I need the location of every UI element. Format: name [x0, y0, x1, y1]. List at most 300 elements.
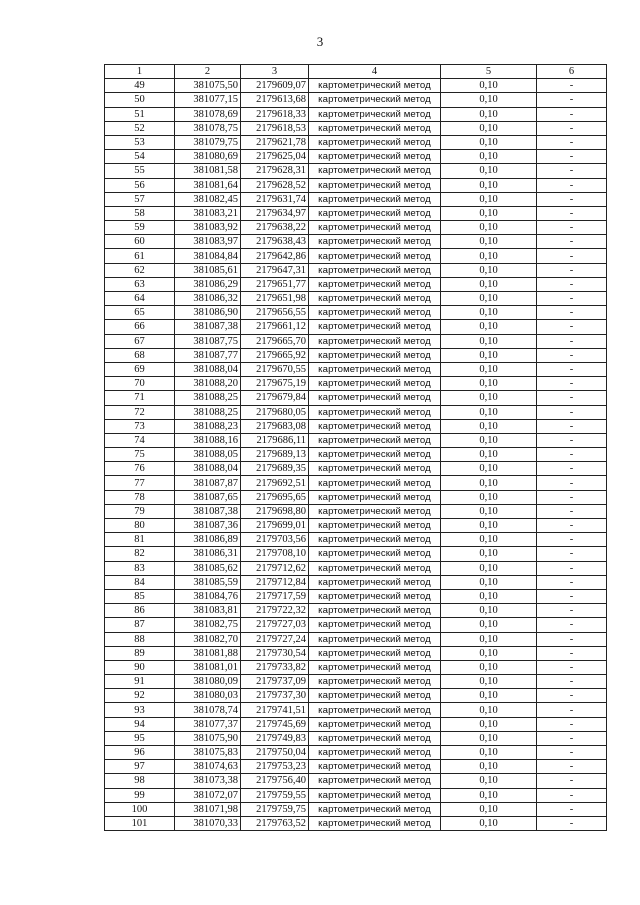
y-coordinate-cell: 2179695,65: [241, 490, 309, 504]
point-number-cell: 64: [105, 292, 175, 306]
method-cell: картометрический метод: [309, 519, 441, 533]
point-number-cell: 76: [105, 462, 175, 476]
table-row: [105, 675, 607, 689]
accuracy-cell: 0,10: [441, 660, 537, 674]
note-cell: -: [537, 703, 607, 717]
accuracy-cell: 0,10: [441, 760, 537, 774]
method-cell: картометрический метод: [309, 377, 441, 391]
point-number-cell: 95: [105, 731, 175, 745]
method-cell: картометрический метод: [309, 547, 441, 561]
accuracy-cell: 0,10: [441, 589, 537, 603]
note-cell: -: [537, 433, 607, 447]
note-cell: -: [537, 533, 607, 547]
note-cell: -: [537, 689, 607, 703]
method-cell: картометрический метод: [309, 533, 441, 547]
note-cell: -: [537, 391, 607, 405]
table-row: [105, 263, 607, 277]
accuracy-cell: 0,10: [441, 391, 537, 405]
x-coordinate-cell: 381078,69: [175, 107, 241, 121]
accuracy-cell: 0,10: [441, 575, 537, 589]
accuracy-cell: 0,10: [441, 292, 537, 306]
point-number-cell: 73: [105, 419, 175, 433]
table-row: [105, 689, 607, 703]
accuracy-cell: 0,10: [441, 689, 537, 703]
table-row: [105, 717, 607, 731]
y-coordinate-cell: 2179749,83: [241, 731, 309, 745]
table-row: [105, 561, 607, 575]
note-cell: -: [537, 618, 607, 632]
column-header: 2: [175, 65, 241, 79]
note-cell: -: [537, 476, 607, 490]
method-cell: картометрический метод: [309, 277, 441, 291]
point-number-cell: 74: [105, 433, 175, 447]
y-coordinate-cell: 2179638,22: [241, 221, 309, 235]
method-cell: картометрический метод: [309, 433, 441, 447]
method-cell: картометрический метод: [309, 405, 441, 419]
y-coordinate-cell: 2179680,05: [241, 405, 309, 419]
x-coordinate-cell: 381087,38: [175, 504, 241, 518]
table-row: [105, 618, 607, 632]
table-row: [105, 192, 607, 206]
point-number-cell: 90: [105, 660, 175, 674]
point-number-cell: 57: [105, 192, 175, 206]
method-cell: картометрический метод: [309, 391, 441, 405]
x-coordinate-cell: 381086,89: [175, 533, 241, 547]
table-header-row: [105, 65, 607, 79]
note-cell: -: [537, 675, 607, 689]
x-coordinate-cell: 381079,75: [175, 135, 241, 149]
method-cell: картометрический метод: [309, 746, 441, 760]
table-row: [105, 646, 607, 660]
column-header: 1: [105, 65, 175, 79]
point-number-cell: 61: [105, 249, 175, 263]
y-coordinate-cell: 2179712,62: [241, 561, 309, 575]
x-coordinate-cell: 381088,25: [175, 405, 241, 419]
method-cell: картометрический метод: [309, 235, 441, 249]
x-coordinate-cell: 381087,36: [175, 519, 241, 533]
note-cell: -: [537, 448, 607, 462]
note-cell: -: [537, 589, 607, 603]
table-row: [105, 362, 607, 376]
y-coordinate-cell: 2179737,09: [241, 675, 309, 689]
table-row: [105, 221, 607, 235]
table-body: [105, 79, 607, 831]
x-coordinate-cell: 381081,88: [175, 646, 241, 660]
method-cell: картометрический метод: [309, 150, 441, 164]
table-row: [105, 93, 607, 107]
table-row: [105, 547, 607, 561]
y-coordinate-cell: 2179686,11: [241, 433, 309, 447]
note-cell: -: [537, 731, 607, 745]
note-cell: -: [537, 206, 607, 220]
note-cell: -: [537, 519, 607, 533]
note-cell: -: [537, 320, 607, 334]
y-coordinate-cell: 2179712,84: [241, 575, 309, 589]
table-row: [105, 121, 607, 135]
x-coordinate-cell: 381075,83: [175, 746, 241, 760]
x-coordinate-cell: 381086,31: [175, 547, 241, 561]
note-cell: -: [537, 774, 607, 788]
table-row: [105, 377, 607, 391]
point-number-cell: 59: [105, 221, 175, 235]
y-coordinate-cell: 2179708,10: [241, 547, 309, 561]
note-cell: -: [537, 362, 607, 376]
table-row: [105, 178, 607, 192]
accuracy-cell: 0,10: [441, 533, 537, 547]
table-row: [105, 79, 607, 93]
point-number-cell: 49: [105, 79, 175, 93]
method-cell: картометрический метод: [309, 306, 441, 320]
note-cell: -: [537, 660, 607, 674]
accuracy-cell: 0,10: [441, 79, 537, 93]
method-cell: картометрический метод: [309, 774, 441, 788]
y-coordinate-cell: 2179698,80: [241, 504, 309, 518]
point-number-cell: 88: [105, 632, 175, 646]
y-coordinate-cell: 2179741,51: [241, 703, 309, 717]
table-row: [105, 490, 607, 504]
method-cell: картометрический метод: [309, 618, 441, 632]
point-number-cell: 101: [105, 816, 175, 830]
accuracy-cell: 0,10: [441, 448, 537, 462]
method-cell: картометрический метод: [309, 121, 441, 135]
note-cell: -: [537, 249, 607, 263]
note-cell: -: [537, 604, 607, 618]
method-cell: картометрический метод: [309, 802, 441, 816]
note-cell: -: [537, 504, 607, 518]
method-cell: картометрический метод: [309, 689, 441, 703]
accuracy-cell: 0,10: [441, 334, 537, 348]
accuracy-cell: 0,10: [441, 348, 537, 362]
x-coordinate-cell: 381083,97: [175, 235, 241, 249]
x-coordinate-cell: 381088,16: [175, 433, 241, 447]
point-number-cell: 78: [105, 490, 175, 504]
method-cell: картометрический метод: [309, 93, 441, 107]
table-row: [105, 135, 607, 149]
x-coordinate-cell: 381086,29: [175, 277, 241, 291]
y-coordinate-cell: 2179753,23: [241, 760, 309, 774]
accuracy-cell: 0,10: [441, 547, 537, 561]
x-coordinate-cell: 381078,75: [175, 121, 241, 135]
note-cell: -: [537, 178, 607, 192]
accuracy-cell: 0,10: [441, 561, 537, 575]
x-coordinate-cell: 381080,03: [175, 689, 241, 703]
table-row: [105, 760, 607, 774]
point-number-cell: 53: [105, 135, 175, 149]
method-cell: картометрический метод: [309, 788, 441, 802]
x-coordinate-cell: 381088,04: [175, 462, 241, 476]
method-cell: картометрический метод: [309, 107, 441, 121]
accuracy-cell: 0,10: [441, 93, 537, 107]
x-coordinate-cell: 381083,21: [175, 206, 241, 220]
y-coordinate-cell: 2179730,54: [241, 646, 309, 660]
y-coordinate-cell: 2179670,55: [241, 362, 309, 376]
table-row: [105, 816, 607, 830]
table-row: [105, 604, 607, 618]
x-coordinate-cell: 381088,05: [175, 448, 241, 462]
y-coordinate-cell: 2179727,03: [241, 618, 309, 632]
accuracy-cell: 0,10: [441, 306, 537, 320]
note-cell: -: [537, 135, 607, 149]
table-row: [105, 391, 607, 405]
point-number-cell: 54: [105, 150, 175, 164]
coordinates-table: [104, 64, 607, 831]
y-coordinate-cell: 2179689,35: [241, 462, 309, 476]
accuracy-cell: 0,10: [441, 476, 537, 490]
point-number-cell: 81: [105, 533, 175, 547]
y-coordinate-cell: 2179675,19: [241, 377, 309, 391]
method-cell: картометрический метод: [309, 660, 441, 674]
method-cell: картометрический метод: [309, 292, 441, 306]
x-coordinate-cell: 381081,64: [175, 178, 241, 192]
accuracy-cell: 0,10: [441, 178, 537, 192]
note-cell: -: [537, 121, 607, 135]
y-coordinate-cell: 2179745,69: [241, 717, 309, 731]
x-coordinate-cell: 381085,61: [175, 263, 241, 277]
x-coordinate-cell: 381088,04: [175, 362, 241, 376]
point-number-cell: 56: [105, 178, 175, 192]
accuracy-cell: 0,10: [441, 462, 537, 476]
point-number-cell: 77: [105, 476, 175, 490]
y-coordinate-cell: 2179683,08: [241, 419, 309, 433]
method-cell: картометрический метод: [309, 221, 441, 235]
table-row: [105, 306, 607, 320]
accuracy-cell: 0,10: [441, 221, 537, 235]
x-coordinate-cell: 381087,65: [175, 490, 241, 504]
method-cell: картометрический метод: [309, 448, 441, 462]
method-cell: картометрический метод: [309, 632, 441, 646]
point-number-cell: 80: [105, 519, 175, 533]
x-coordinate-cell: 381085,59: [175, 575, 241, 589]
y-coordinate-cell: 2179692,51: [241, 476, 309, 490]
accuracy-cell: 0,10: [441, 150, 537, 164]
point-number-cell: 89: [105, 646, 175, 660]
y-coordinate-cell: 2179661,12: [241, 320, 309, 334]
table-row: [105, 575, 607, 589]
method-cell: картометрический метод: [309, 419, 441, 433]
table-row: [105, 462, 607, 476]
point-number-cell: 96: [105, 746, 175, 760]
point-number-cell: 100: [105, 802, 175, 816]
accuracy-cell: 0,10: [441, 490, 537, 504]
method-cell: картометрический метод: [309, 462, 441, 476]
point-number-cell: 97: [105, 760, 175, 774]
table-row: [105, 519, 607, 533]
y-coordinate-cell: 2179665,70: [241, 334, 309, 348]
table-row: [105, 419, 607, 433]
y-coordinate-cell: 2179651,98: [241, 292, 309, 306]
accuracy-cell: 0,10: [441, 235, 537, 249]
y-coordinate-cell: 2179679,84: [241, 391, 309, 405]
point-number-cell: 62: [105, 263, 175, 277]
y-coordinate-cell: 2179759,75: [241, 802, 309, 816]
point-number-cell: 82: [105, 547, 175, 561]
point-number-cell: 93: [105, 703, 175, 717]
method-cell: картометрический метод: [309, 79, 441, 93]
y-coordinate-cell: 2179759,55: [241, 788, 309, 802]
method-cell: картометрический метод: [309, 731, 441, 745]
note-cell: -: [537, 334, 607, 348]
accuracy-cell: 0,10: [441, 135, 537, 149]
point-number-cell: 60: [105, 235, 175, 249]
x-coordinate-cell: 381080,69: [175, 150, 241, 164]
accuracy-cell: 0,10: [441, 206, 537, 220]
table-row: [105, 589, 607, 603]
method-cell: картометрический метод: [309, 490, 441, 504]
note-cell: -: [537, 575, 607, 589]
accuracy-cell: 0,10: [441, 249, 537, 263]
point-number-cell: 67: [105, 334, 175, 348]
table-row: [105, 504, 607, 518]
column-header: 6: [537, 65, 607, 79]
method-cell: картометрический метод: [309, 561, 441, 575]
point-number-cell: 52: [105, 121, 175, 135]
point-number-cell: 69: [105, 362, 175, 376]
y-coordinate-cell: 2179642,86: [241, 249, 309, 263]
method-cell: картометрический метод: [309, 476, 441, 490]
note-cell: -: [537, 377, 607, 391]
y-coordinate-cell: 2179621,78: [241, 135, 309, 149]
y-coordinate-cell: 2179703,56: [241, 533, 309, 547]
accuracy-cell: 0,10: [441, 192, 537, 206]
note-cell: -: [537, 632, 607, 646]
x-coordinate-cell: 381077,15: [175, 93, 241, 107]
note-cell: -: [537, 150, 607, 164]
note-cell: -: [537, 348, 607, 362]
point-number-cell: 66: [105, 320, 175, 334]
x-coordinate-cell: 381088,25: [175, 391, 241, 405]
accuracy-cell: 0,10: [441, 731, 537, 745]
x-coordinate-cell: 381080,09: [175, 675, 241, 689]
y-coordinate-cell: 2179628,31: [241, 164, 309, 178]
y-coordinate-cell: 2179699,01: [241, 519, 309, 533]
x-coordinate-cell: 381077,37: [175, 717, 241, 731]
accuracy-cell: 0,10: [441, 405, 537, 419]
table-row: [105, 660, 607, 674]
method-cell: картометрический метод: [309, 703, 441, 717]
method-cell: картометрический метод: [309, 589, 441, 603]
point-number-cell: 87: [105, 618, 175, 632]
method-cell: картометрический метод: [309, 575, 441, 589]
point-number-cell: 99: [105, 788, 175, 802]
accuracy-cell: 0,10: [441, 774, 537, 788]
point-number-cell: 92: [105, 689, 175, 703]
accuracy-cell: 0,10: [441, 618, 537, 632]
note-cell: -: [537, 717, 607, 731]
accuracy-cell: 0,10: [441, 362, 537, 376]
point-number-cell: 79: [105, 504, 175, 518]
accuracy-cell: 0,10: [441, 632, 537, 646]
method-cell: картометрический метод: [309, 164, 441, 178]
y-coordinate-cell: 2179737,30: [241, 689, 309, 703]
note-cell: -: [537, 646, 607, 660]
column-header: 3: [241, 65, 309, 79]
x-coordinate-cell: 381081,01: [175, 660, 241, 674]
method-cell: картометрический метод: [309, 362, 441, 376]
note-cell: -: [537, 164, 607, 178]
note-cell: -: [537, 306, 607, 320]
x-coordinate-cell: 381083,92: [175, 221, 241, 235]
x-coordinate-cell: 381073,38: [175, 774, 241, 788]
x-coordinate-cell: 381075,90: [175, 731, 241, 745]
table-row: [105, 533, 607, 547]
accuracy-cell: 0,10: [441, 504, 537, 518]
table-row: [105, 788, 607, 802]
method-cell: картометрический метод: [309, 675, 441, 689]
method-cell: картометрический метод: [309, 249, 441, 263]
method-cell: картометрический метод: [309, 206, 441, 220]
table-row: [105, 348, 607, 362]
note-cell: -: [537, 79, 607, 93]
accuracy-cell: 0,10: [441, 277, 537, 291]
table-row: [105, 107, 607, 121]
x-coordinate-cell: 381086,32: [175, 292, 241, 306]
method-cell: картометрический метод: [309, 504, 441, 518]
note-cell: -: [537, 419, 607, 433]
table-row: [105, 746, 607, 760]
point-number-cell: 63: [105, 277, 175, 291]
x-coordinate-cell: 381087,75: [175, 334, 241, 348]
method-cell: картометрический метод: [309, 816, 441, 830]
accuracy-cell: 0,10: [441, 433, 537, 447]
accuracy-cell: 0,10: [441, 675, 537, 689]
point-number-cell: 91: [105, 675, 175, 689]
point-number-cell: 86: [105, 604, 175, 618]
method-cell: картометрический метод: [309, 135, 441, 149]
x-coordinate-cell: 381072,07: [175, 788, 241, 802]
accuracy-cell: 0,10: [441, 377, 537, 391]
x-coordinate-cell: 381074,63: [175, 760, 241, 774]
point-number-cell: 70: [105, 377, 175, 391]
y-coordinate-cell: 2179722,32: [241, 604, 309, 618]
accuracy-cell: 0,10: [441, 604, 537, 618]
note-cell: -: [537, 788, 607, 802]
note-cell: -: [537, 192, 607, 206]
point-number-cell: 71: [105, 391, 175, 405]
y-coordinate-cell: 2179618,53: [241, 121, 309, 135]
y-coordinate-cell: 2179727,24: [241, 632, 309, 646]
accuracy-cell: 0,10: [441, 703, 537, 717]
x-coordinate-cell: 381082,45: [175, 192, 241, 206]
x-coordinate-cell: 381087,38: [175, 320, 241, 334]
y-coordinate-cell: 2179618,33: [241, 107, 309, 121]
point-number-cell: 72: [105, 405, 175, 419]
method-cell: картометрический метод: [309, 178, 441, 192]
y-coordinate-cell: 2179651,77: [241, 277, 309, 291]
x-coordinate-cell: 381082,75: [175, 618, 241, 632]
note-cell: -: [537, 462, 607, 476]
y-coordinate-cell: 2179756,40: [241, 774, 309, 788]
point-number-cell: 50: [105, 93, 175, 107]
y-coordinate-cell: 2179609,07: [241, 79, 309, 93]
note-cell: -: [537, 746, 607, 760]
note-cell: -: [537, 802, 607, 816]
x-coordinate-cell: 381082,70: [175, 632, 241, 646]
point-number-cell: 75: [105, 448, 175, 462]
table-row: [105, 731, 607, 745]
accuracy-cell: 0,10: [441, 320, 537, 334]
table-row: [105, 164, 607, 178]
method-cell: картометрический метод: [309, 192, 441, 206]
table-row: [105, 774, 607, 788]
note-cell: -: [537, 277, 607, 291]
method-cell: картометрический метод: [309, 348, 441, 362]
note-cell: -: [537, 263, 607, 277]
x-coordinate-cell: 381086,90: [175, 306, 241, 320]
y-coordinate-cell: 2179717,59: [241, 589, 309, 603]
table-row: [105, 292, 607, 306]
accuracy-cell: 0,10: [441, 519, 537, 533]
table-row: [105, 632, 607, 646]
